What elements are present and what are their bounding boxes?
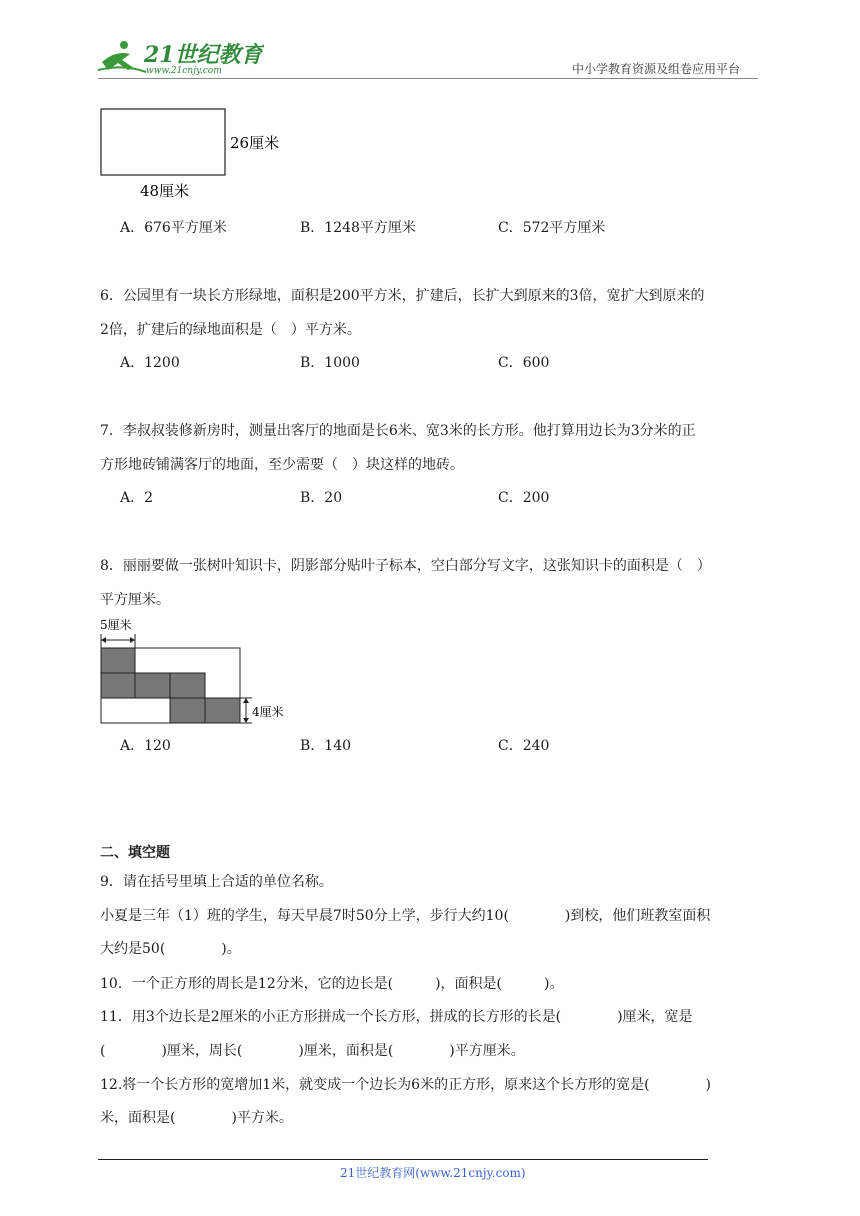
q9-text-line2: 小夏是三年（1）班的学生，每天早晨7时50分上学，步行大约10( )到校，他们班教室面积 — [100, 908, 711, 924]
footer-link[interactable]: 21世纪教育网(www.21cnjy.com) — [340, 1166, 526, 1180]
q5-option-c[interactable]: C．572平方厘米 — [498, 220, 606, 236]
site-logo — [94, 36, 264, 78]
logo-url: www.21cnjy.com — [146, 66, 222, 76]
header-divider — [98, 78, 758, 79]
runner-logo-icon — [98, 41, 146, 72]
footer-divider — [98, 1159, 708, 1160]
q5-option-a[interactable]: A．676平方厘米 — [120, 220, 227, 236]
q8-text-line2: 平方厘米。 — [100, 592, 170, 608]
q11-text-line2: ( )厘米，周长( )厘米，面积是( )平方厘米。 — [100, 1043, 525, 1059]
q11-text-line1: 11．用3个边长是2厘米的小正方形拼成一个长方形，拼成的长方形的长是( )厘米，宽是 — [100, 1009, 693, 1025]
q7-text-line1: 7．李叔叔装修新房时，测量出客厅的地面是长6米、宽3米的长方形。他打算用边长为3分米的正 — [100, 423, 696, 439]
logo-text: 21世纪教育 — [144, 42, 263, 68]
q7-text-line2: 方形地砖铺满客厅的地面，至少需要（ ）块这样的地砖。 — [100, 457, 464, 473]
q12-text-line1: 12.将一个长方形的宽增加1米，就变成一个边长为6米的正方形，原来这个长方形的宽是( ) — [100, 1077, 712, 1093]
q8-top-label: 5厘米 — [100, 618, 132, 632]
q5-width-label: 26厘米 — [230, 134, 280, 152]
q8-option-b[interactable]: B．140 — [300, 738, 352, 754]
q8-side-label: 4厘米 — [252, 705, 284, 719]
q6-text-line2: 2倍，扩建后的绿地面积是（ ）平方米。 — [100, 322, 361, 338]
q5-length-label: 48厘米 — [140, 182, 190, 200]
section-title-fill-in: 二、填空题 — [100, 845, 170, 861]
q6-option-b[interactable]: B．1000 — [300, 355, 360, 371]
q8-option-c[interactable]: C．240 — [498, 738, 550, 754]
q5-rectangle-figure — [100, 108, 300, 207]
q12-text-line2: 米，面积是( )平方米。 — [100, 1110, 293, 1126]
q7-option-c[interactable]: C．200 — [498, 490, 550, 506]
q7-option-a[interactable]: A．2 — [120, 490, 154, 506]
q6-option-c[interactable]: C．600 — [498, 355, 550, 371]
q6-option-a[interactable]: A．1200 — [120, 355, 180, 371]
q9-text-line3: 大约是50( )。 — [100, 941, 241, 957]
q5-option-b[interactable]: B．1248平方厘米 — [300, 220, 416, 236]
q9-text-line1: 9．请在括号里填上合适的单位名称。 — [100, 874, 333, 890]
q8-option-a[interactable]: A．120 — [120, 738, 171, 754]
q6-text-line1: 6．公园里有一块长方形绿地，面积是200平方米，扩建后，长扩大到原来的3倍，宽扩大到原来的 — [100, 288, 705, 304]
platform-name: 中小学教育资源及组卷应用平台 — [572, 62, 741, 76]
q8-text-line1: 8．丽丽要做一张树叶知识卡，阴影部分贴叶子标本，空白部分写文字，这张知识卡的面积是（ ） — [100, 558, 711, 574]
q10-text: 10．一个正方形的周长是12分米，它的边长是( )，面积是( )。 — [100, 976, 564, 992]
q7-option-b[interactable]: B．20 — [300, 490, 343, 506]
q8-card-figure — [98, 616, 298, 730]
